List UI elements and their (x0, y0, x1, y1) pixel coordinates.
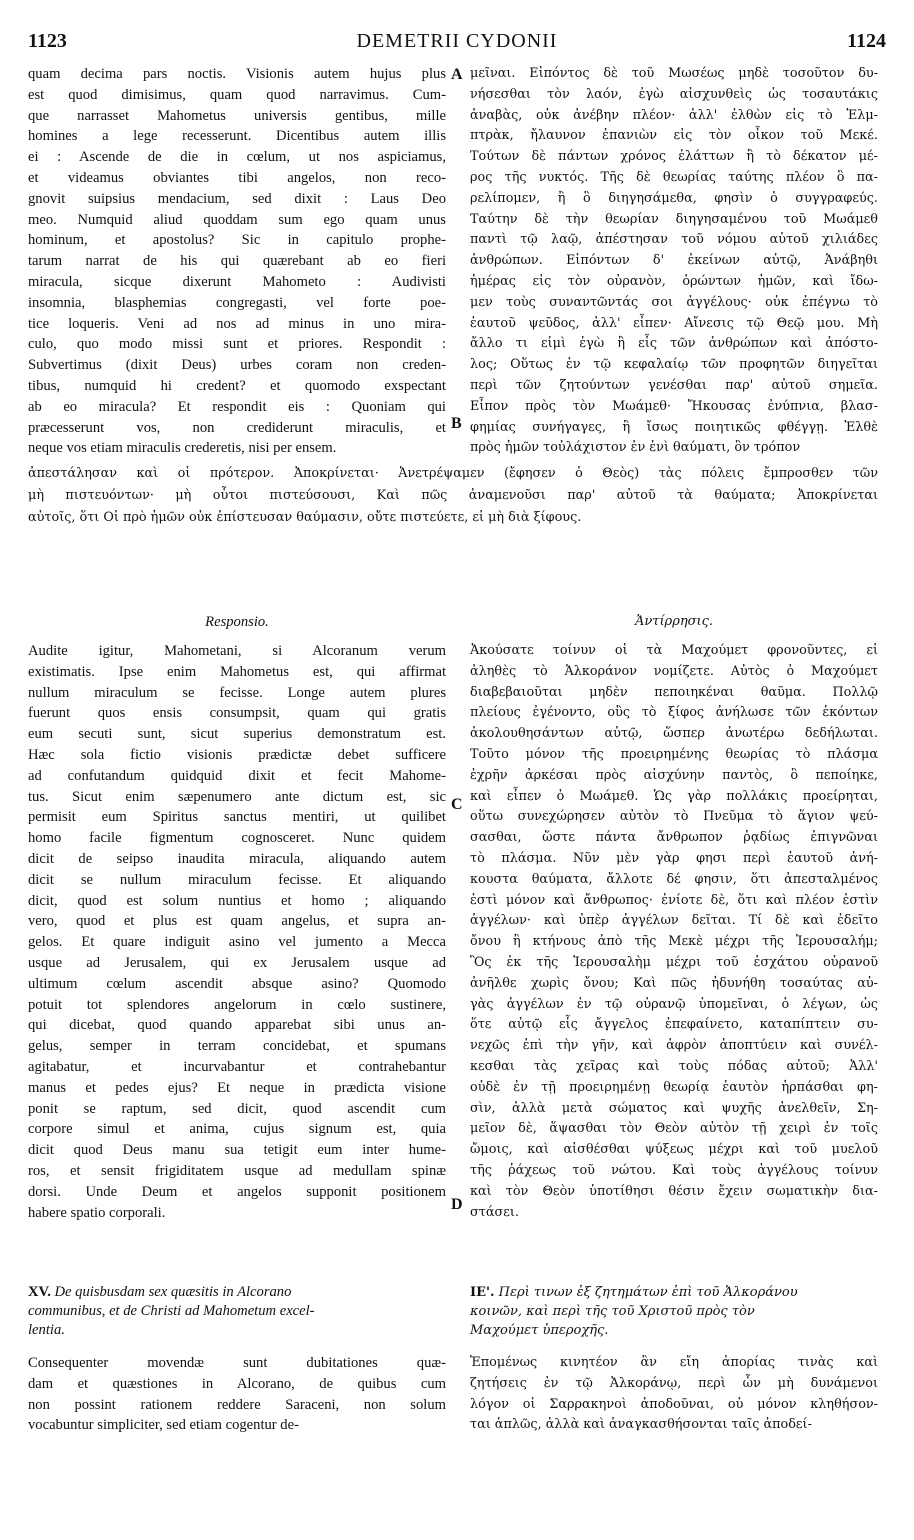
greek-text-line: ἀπεστάλησαν καὶ οἱ πρότερον. Ἀποκρίνεται· Ἀνετρέψαμεν (ἔφησεν ὁ Θεὸς) τὰς πόλεις ἔμπροσθεν τῶν (28, 466, 878, 481)
latin-text-line: potuit tot splendores angelorum in cœlo sustinere, (28, 996, 446, 1013)
greek-text-line: πλείους ἐγένοντο, οὓς τὸ ξίφος ἀνήλωσε τῶν ἑκόντων (470, 705, 878, 721)
latin-text-line: miracula, sicque dixerunt Mahometo : Audivisti (28, 273, 446, 290)
latin-text-line: neque vos etiam miraculis crederetis, nisi per ensem. (28, 440, 337, 457)
greek-text-line: αὐτοῖς, ὅτι Οἱ πρὸ ἡμῶν οὐκ ἐπίστευσαν θαύμασιν, οὔτε πιστεύετε, εἰ μὴ διὰ ξίφους. (28, 510, 582, 525)
latin-text-line: existimatis. Ipse enim Mahometus est, qui affirmat (28, 663, 446, 680)
page-number-right: 1124 (847, 30, 886, 52)
latin-text-line: dicit, quod est solum nuntius et homo ; aliquando (28, 892, 446, 909)
latin-text-line: homo facile figmentum cognosceret. Nunc quidem (28, 830, 446, 847)
latin-text-line: manus et pedes ejus? Et neque in prædicta visione (28, 1079, 446, 1096)
latin-text-line: ei : Ascende de die in cœlum, ut nos aspiciamus, (28, 149, 446, 166)
latin-section-heading (28, 1283, 446, 1340)
latin-text-line: dam et quæstiones in Alcorano, de quibus cum (28, 1375, 446, 1392)
latin-section-title-line: lentia. (28, 1322, 65, 1338)
greek-text-line: διαβεβαιοῦται μηδὲν πεποιηκέναι θαῦμα. Πολλῷ (470, 684, 878, 700)
column-marker-a: A (451, 66, 463, 83)
latin-text-line: dicit se nullum miraculum fecisse. Et aliquando (28, 871, 446, 888)
greek-text-line: μεν τοὺς συναντῶντάς σοι ἀγγέλους· οὐκ ἐπέγνω τὸ (470, 294, 878, 310)
latin-text-line: et videamus obviantes tibi angelos, non reco- (28, 169, 446, 186)
greek-text-line: οὐδὲ ἐν τῇ προειρημένῃ θεωρίᾳ ἑαυτὸν ἡρπάσθαι φη- (470, 1079, 878, 1095)
greek-text-line: φημίας συνήγαγες, ἢ ἴσως ποιητικῶς φθέγγῃ. Ἐλθὲ (470, 419, 878, 435)
running-header (28, 30, 886, 56)
latin-text-line: vocabuntur simpliciter, sed etiam cogentur de- (28, 1417, 299, 1434)
greek-text-line: ρελίπομεν, ἢ ὃ διηγησάμεθα, φησὶν ὁ συγγραφεύς. (470, 190, 878, 206)
column-marker-c: C (451, 796, 463, 813)
latin-column-top (28, 64, 446, 459)
latin-text-line: nullum miraculum se fecisse. Longe autem plures (28, 684, 446, 701)
latin-text-line: est quod dimisimus, quam quod narravimus. Cum- (28, 86, 446, 103)
latin-text-line: gelus, semper in terram concidebat, et spumans (28, 1038, 446, 1055)
greek-text-line: ἀναβὰς, οὐκ ἀνέβην πλέον· ἀλλ' ἐλθὼν εἰς τὸ Ἐλμ- (470, 107, 878, 123)
latin-text-line: ab eo miracula? Et respondit eis : Quoniam qui (28, 398, 446, 415)
latin-text-line: agitabatur, et incurvabantur et contrahebantur (28, 1058, 446, 1075)
greek-text-line: στάσει. (470, 1204, 519, 1220)
greek-text-line: κουστα θαύματα, ἄλλοτε δέ φησιν, ὅτι ἀπεσταλμένος (470, 871, 878, 887)
greek-text-line: γὰς ἀγγέλων ἐν τῷ οὐρανῷ ὑπομεῖναι, ὁ λέγων, ὡς (470, 996, 878, 1012)
latin-text-line: tarum narrat de his qui quærebant ab eo fieri (28, 253, 446, 270)
latin-text-line: gnovit suipsius mendacium, sed dixit : Laus Deo (28, 190, 446, 207)
latin-text-line: dicit quod Deus manu sua tetigit eum inter hume- (28, 1142, 446, 1159)
greek-text-line: παντὶ τῷ λαῷ, ἀπέστησαν τοῦ νόμου αὐτοῦ χιλιάδες (470, 232, 878, 248)
greek-text-line: κεσθαι τὰς χεῖρας καὶ τοὺς πόδας αὐτοῦ; Ἀλλ' (470, 1058, 878, 1074)
greek-text-line: καὶ εἶπεν ὁ Μωάμεθ. Ὡς γὰρ πολλάκις προείρηται, (470, 788, 878, 804)
latin-text-line: eum secuti sunt, sicut superius demonstratum est. (28, 726, 446, 743)
latin-text-line: culo, quo modo missi sunt et priores. Respondit : (28, 336, 446, 353)
latin-text-line: habere spatio corporali. (28, 1204, 166, 1221)
greek-text-line: μὴ πιστευόντων· μὴ οὗτοι πιστεύσουσι, Καὶ πῶς ἀναμενοῦσι παρ' αὐτοῦ τὰ θαύματα; Ἀποκρίνεται (28, 488, 878, 503)
greek-text-line: καὶ τὸν Θεὸν ὑποτίθησι θέσιν ἔχειν σωματικὴν δια- (470, 1183, 878, 1199)
greek-text-line: νεχῶς ἐπὶ τὴν γῆν, καὶ ἀφρὸν ἀποπτύειν καὶ συνέλ- (470, 1038, 878, 1054)
greek-text-line: ὤμοις, καὶ αἰσθέσθαι ψύξεως μέχρι καὶ τοῦ μυελοῦ (470, 1142, 878, 1158)
latin-text-line: ros, et sensit frigiditatem usque ad medullam spinæ (28, 1162, 446, 1179)
greek-full-width-paragraph (28, 463, 878, 529)
greek-section-number: ΙΕ'. (470, 1285, 495, 1300)
latin-text-line: præcesserunt vos, non crediderunt miraculis, et (28, 419, 446, 436)
latin-text-line: tice loqueris. Veni ad nos ad minus in uno mira- (28, 315, 446, 332)
latin-column-section-body (28, 1353, 446, 1436)
greek-text-line: ζητήσεις ἐν τῷ Ἀλκοράνῳ, περὶ ὧν μὴ δυνάμενοι (470, 1375, 878, 1391)
latin-text-line: tus. Sicut enim sæpenumero ante dictum est, sic (28, 788, 446, 805)
latin-text-line: ponit se raptum, sed dicit, quod ascendit cum (28, 1100, 446, 1117)
greek-text-line: ἡμέρας εἰς τὸν οὐρανὸν, ὁρώντων ἡμῶν, καὶ ἴδω- (470, 273, 878, 289)
latin-text-line: que narrasset Mahometus universis gentibus, mille (28, 107, 446, 124)
greek-text-line: ται ἁπλῶς, ἀλλὰ καὶ ἀναγκασθήσονται ταῖς ἀποδεί- (470, 1417, 812, 1433)
greek-text-line: σασθαι, ὥστε πάντα ἄνθρωπον ῥᾳδίως ἐπιγνῶναι (470, 830, 878, 846)
greek-text-line: περὶ τῶν ζητούντων γενέσθαι παρ' αὐτοῦ σημεῖα. (470, 377, 878, 393)
greek-text-line: ἀγγέλων· καὶ ὑπὲρ ἀγγέλων δεῖται. Τί δὲ καὶ ἐδεῖτο (470, 913, 878, 929)
latin-subhead-responsio: Responsio. (205, 614, 269, 630)
greek-text-line: νήσεσθαι τὸν λαόν, ἐγὼ αἰσχυνθεὶς ὡς τοσαυτάκις (470, 86, 878, 102)
greek-text-line: ἀληθὲς τὸ Ἀλκοράνον νομίζετε. Αὐτὸς ὁ Μαχούμετ (470, 663, 878, 679)
column-marker-d: D (451, 1196, 463, 1213)
greek-text-line: τὸ πλάσμα. Νῦν μὲν γὰρ φησι περὶ ἑαυτοῦ ἀνή- (470, 850, 878, 866)
latin-text-line: gelos. Et quare indiguit asino vel jumento a Mecca (28, 934, 446, 951)
greek-text-line: ἀνῆλθε χωρὶς ὄνου; Καὶ πῶς ἠδυνήθη τοσαύτας αὐ- (470, 975, 878, 991)
latin-text-line: homines a lege recesserunt. Dicentibus autem illis (28, 128, 446, 145)
latin-text-line: qui dicebat, quod quando apparebat sibi unus an- (28, 1017, 446, 1034)
greek-section-title-line: Περὶ τινων ἐξ ζητημάτων ἐπὶ τοῦ Ἀλκοράνου (498, 1285, 798, 1300)
latin-text-line: usque ad Jerusalem, qui ex Jerusalem usque ad (28, 954, 446, 971)
greek-text-line: σὶν, ἀλλὰ μετὰ σώματος καὶ ψυχῆς ἀνελθεῖν, Ση- (470, 1100, 878, 1116)
latin-text-line: ultimum cœlum ascendit absque asino? Quomodo (28, 975, 446, 992)
greek-text-line: ἐχρῆν ἀρκέσαι πρὸς αἰσχύνην παντὸς, ὃ πεποίηκε, (470, 767, 878, 783)
latin-text-line: Audite igitur, Mahometani, si Alcoranum verum (28, 643, 446, 659)
greek-text-line: ἑαυτοῦ ψεῦδος, ἀλλ' εἶπεν· Αἴνεσις τῷ Θεῷ μου. Μὴ (470, 315, 878, 331)
latin-text-line: quam decima pars noctis. Visionis autem hujus plus (28, 66, 446, 82)
greek-text-line: Ἑπομένως κινητέον ἂν εἴη ἀπορίας τινὰς καὶ (470, 1355, 878, 1370)
greek-section-title-line: κοινῶν, καὶ περὶ τῆς τοῦ Χριστοῦ πρὸς τὸν (470, 1304, 755, 1319)
latin-text-line: vero, quod et plus est quam angelus, et supra an- (28, 913, 446, 930)
greek-text-line: ὅτε αὐτῷ εἷς ἄγγελος ἐπεφαίνετο, καταπίπτειν συ- (470, 1017, 878, 1033)
greek-text-line: ἄλλο τι εἰμὶ ἐγὼ ἢ εἷς τῶν ἀνθρώπων καὶ ἀπόστο- (470, 336, 878, 352)
page-number-left: 1123 (28, 30, 67, 52)
greek-text-line: λόγον οἱ Σαρρακηνοὶ ἀποδοῦναι, οὐ μόνον κληθήσον- (470, 1396, 878, 1412)
latin-text-line: dicit de seipso inaudita miracula, aliquando autem (28, 850, 446, 867)
latin-text-line: meo. Numquid aliud quoddam sum ego quam unus (28, 211, 446, 228)
latin-text-line: Hæc sola fictio visionis prædictæ debet sufficere (28, 746, 446, 763)
greek-text-line: τῆς ῥάχεως τοῦ νώτου. Καὶ τοὺς ἀγγέλους τοίνυν (470, 1162, 878, 1178)
latin-text-line: Consequenter movendæ sunt dubitationes quæ- (28, 1355, 446, 1371)
latin-text-line: insomnia, blasphemias congregasti, vel forte poe- (28, 294, 446, 311)
latin-section-title-line: communibus, et de Christi ad Mahometum excel- (28, 1303, 315, 1319)
greek-text-line: οὕτω συνεχώρησεν αὐτὸν τὸ Πνεῦμα τὸ ἅγιον ψεύ- (470, 809, 878, 825)
greek-column-top (470, 64, 878, 459)
greek-text-line: Ὃς ἐκ τῆς Ἱερουσαλὴμ μέχρι τοῦ ἐσχάτου οὐρανοῦ (470, 954, 878, 970)
greek-column-response (470, 641, 878, 1223)
latin-text-line: ad confutandum quidquid dixit et fecit Mahome- (28, 767, 446, 784)
latin-text-line: hominum, et apostolus? Sic in capitulo prophe- (28, 232, 446, 249)
greek-text-line: Ταύτην δὲ τὴν θεωρίαν διηγησαμένου τοῦ Μωάμεθ (470, 211, 878, 227)
greek-text-line: ἀκολουθησάντων αὐτῷ, ὥσπερ ἀνωτέρω δεδήλωται. (470, 726, 878, 742)
greek-text-line: Ἀκούσατε τοίνυν οἱ τὰ Μαχούμετ φρονοῦντες, εἰ (470, 643, 878, 658)
greek-text-line: ρος τῆς νυκτός. Τῆς δὲ θεωρίας ταύτης πλέον ὃ πα- (470, 169, 878, 185)
latin-text-line: corpore simul et anima, cujus signum est, quia (28, 1121, 446, 1138)
greek-subhead-antirrhesis: Ἀντίρρησις. (634, 614, 714, 629)
greek-section-title-line: Μαχούμετ ὑπεροχῆς. (470, 1323, 609, 1338)
greek-text-line: Τούτων δὲ πάντων χρόνος ἐλάττων ἢ τὸ δέκατον μέ- (470, 149, 878, 165)
latin-text-line: Subvertimus (dixit Deus) urbes coram non creden- (28, 357, 446, 374)
latin-text-line: non possint rationem reddere Saraceni, non solum (28, 1396, 446, 1413)
greek-text-line: μεῖναι. Εἰπόντος δὲ τοῦ Μωσέως μηδὲ τοσοῦτον δυ- (470, 66, 878, 81)
greek-text-line: μεῖον δὲ, ἅψασθαι τὸν Θεὸν αὐτὸν τῇ χειρὶ ἐν τοῖς (470, 1121, 878, 1137)
greek-text-line: πτρὰκ, ἤλαυνον ἐπανιὼν εἰς τὸν οἶκον τοῦ Μεκέ. (470, 128, 878, 144)
greek-text-line: λος; Οὕτως ἐν τῷ κεφαλαίῳ τῶν προφητῶν διηγεῖται (470, 357, 878, 373)
latin-section-number: XV. (28, 1284, 51, 1300)
greek-text-line: ἐστὶ μόνον καὶ ἄνθρωπος· ἐνίοτε δὲ, ὅτι καὶ πλέον ἐστὶν (470, 892, 878, 908)
latin-column-response (28, 641, 446, 1223)
latin-text-line: dorsi. Unde Deum et angelos supponit positionem (28, 1183, 446, 1200)
column-marker-b: B (451, 415, 462, 432)
greek-text-line: Τοῦτο μόνον τῆς προειρημένης θεωρίας τὸ πλάσμα (470, 746, 878, 762)
latin-section-title-line: De quisbusdam sex quæsitis in Alcorano (54, 1284, 292, 1300)
greek-column-section-body (470, 1353, 878, 1436)
latin-text-line: permisit eum Spiritus sanctus mentiri, ut quilibet (28, 809, 446, 826)
greek-text-line: ὄνου ἢ κτήνους ἀπὸ τῆς Μεκὲ μέχρι τῆς Ἱερουσαλήμ; (470, 934, 878, 950)
greek-text-line: Εἶπον πρὸς τὸν Μωάμεθ· Ἤκουσας ἐνύπνια, βλασ- (470, 398, 878, 414)
greek-text-line: ἀνθρώπων. Εἰπόντων δ' ἐκείνων αὐτῷ, Ἀνάβηθι (470, 253, 878, 269)
greek-text-line: πρὸς ἡμῶν τοὐλάχιστον ἐν ἑνὶ θαύματι, ὃν τρόπον (470, 440, 801, 456)
latin-text-line: fuerunt quos ensis consumpsit, quam qui gratis (28, 705, 446, 722)
greek-section-heading (470, 1283, 878, 1340)
latin-text-line: tibus, numquid hi credent? et quomodo exspectant (28, 377, 446, 394)
page-title: DEMETRII CYDONII (356, 30, 558, 52)
